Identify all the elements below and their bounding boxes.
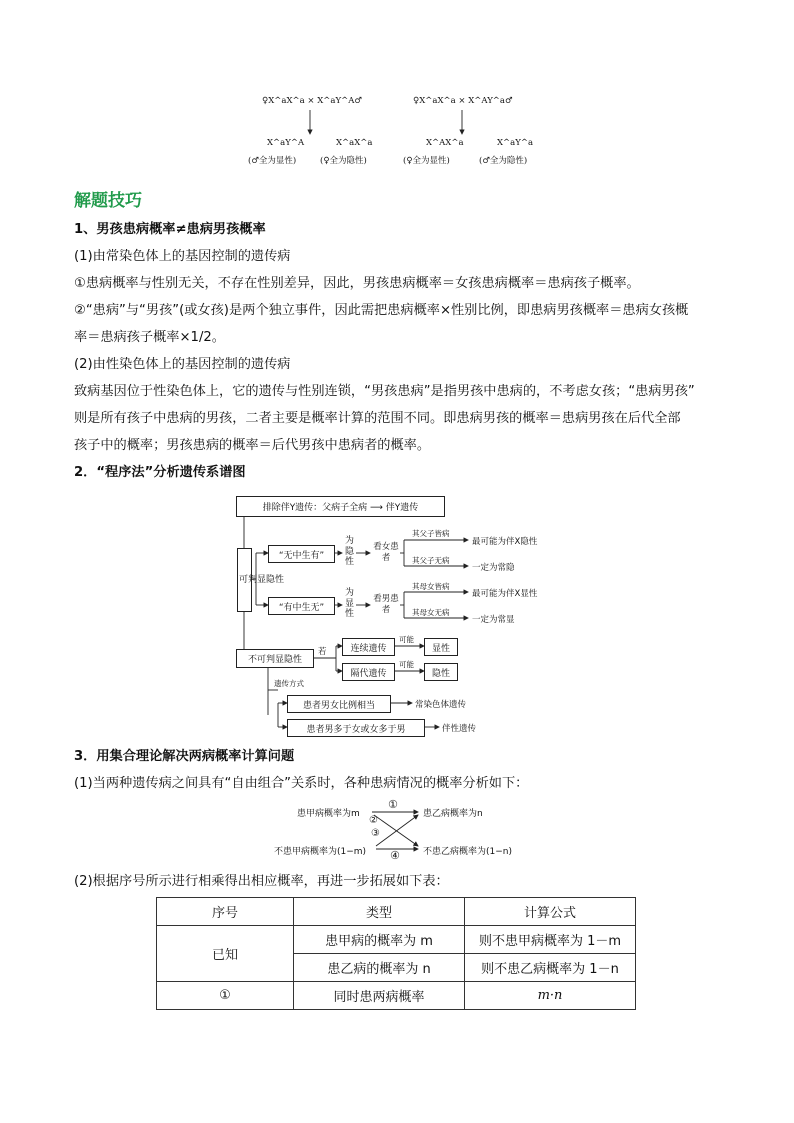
known-cell: 已知: [157, 926, 294, 982]
b-well-label: 不患乙病概率为(1−n): [423, 847, 512, 857]
equal-ratio-box: 患者男女比例相当: [287, 695, 391, 713]
right-offspring-1: X^AX^a: [426, 138, 464, 148]
s3-p2: (2)根据序号所示进行相乘得出相应概率，再进一步拓展如下表：: [74, 874, 449, 889]
left-caption-1: (♂全为显性): [248, 156, 297, 166]
recessive-box: 隐性: [424, 663, 458, 681]
header-type: 类型: [294, 898, 465, 926]
formula-cell: 则不患甲病概率为 1－m: [465, 926, 636, 954]
female-case-1: 其父子皆病: [412, 529, 450, 538]
formula-cell: 则不患乙病概率为 1－n: [465, 954, 636, 982]
unequal-ratio-box: 患者男多于女或女多于男: [287, 719, 425, 737]
autosomal-result: 常染色体遗传: [415, 700, 467, 710]
look-male: 看男患者: [373, 594, 399, 615]
maybe-2: 可能: [399, 660, 414, 669]
header-no: 序号: [157, 898, 294, 926]
female-case-2: 其父子无病: [412, 556, 450, 565]
yzsw-box: “有中生无”: [268, 597, 335, 615]
b-ill-label: 患乙病概率为n: [423, 809, 483, 819]
wzsy-box: “无中生有”: [268, 545, 335, 563]
right-offspring-2: X^aY^a: [497, 138, 534, 148]
formula-cell: m·n: [465, 982, 636, 1010]
type-cell: 同时患两病概率: [294, 982, 465, 1010]
s1-p5b: 则是所有孩子中患病的男孩，二者主要是概率计算的范围不同。即患病男孩的概率＝患病男孩在后代全部: [74, 411, 681, 426]
a-well-label: 不患甲病概率为(1−m): [274, 847, 367, 857]
table-row: [157, 982, 636, 1010]
table-header-row: [157, 898, 636, 926]
left-offspring-2: X^aX^a: [336, 138, 373, 148]
right-caption-2: (♂全为隐性): [479, 156, 528, 166]
type-cell: 患甲病的概率为 m: [294, 926, 465, 954]
header-formula: 计算公式: [465, 898, 636, 926]
continuous-box: 连续遗传: [342, 638, 395, 656]
right-caption-1: (♀全为显性): [403, 156, 450, 166]
female-result-1: 最可能为伴X隐性: [472, 537, 538, 547]
dominant-label: 为显性: [344, 588, 354, 619]
type-cell: 患乙病的概率为 n: [294, 954, 465, 982]
left-parents: ♀X^aX^a × X^aY^A♂: [262, 96, 362, 106]
right-parents: ♀X^aX^a × X^AY^a♂: [413, 96, 513, 106]
table-row: [157, 926, 636, 954]
num-1: ①: [388, 798, 398, 811]
male-result-1: 最可能为伴X显性: [472, 589, 538, 599]
left-offspring-1: X^aY^A: [267, 138, 305, 148]
s1-p3a: ②“患病”与“男孩”(或女孩)是两个独立事件，因此需把患病概率×性别比例，即患病男孩概率＝患病女孩概: [74, 303, 689, 318]
s3-p1: (1)当两种遗传病之间具有“自由组合”关系时，各种患病情况的概率分析如下：: [74, 776, 529, 791]
mode-label: 遗传方式: [274, 679, 304, 688]
s1-p1: (1)由常染色体上的基因控制的遗传病: [74, 249, 291, 264]
num-3: ③: [371, 828, 380, 839]
male-case-1: 其母女皆病: [412, 582, 450, 591]
dominant-box: 显性: [424, 638, 458, 656]
no-cell: ①: [157, 982, 294, 1010]
can-judge-label: 可判显隐性: [239, 574, 285, 585]
s3-heading: 3．用集合理论解决两病概率计算问题: [74, 749, 295, 764]
recessive-label: 为隐性: [344, 536, 354, 567]
look-female: 看女患者: [373, 542, 399, 563]
sexlinked-result: 伴性遗传: [442, 724, 477, 734]
s2-heading: 2．“程序法”分析遗传系谱图: [74, 465, 246, 480]
female-result-2: 一定为常隐: [472, 563, 515, 573]
num-2: ②: [369, 815, 378, 826]
exclude-y-box: 排除伴Y遗传：父病子全病 ⟶ 伴Y遗传: [236, 496, 445, 517]
gap-box: 隔代遗传: [342, 663, 395, 681]
a-ill-label: 患甲病概率为m: [297, 809, 360, 819]
s1-p2: ①患病概率与性别无关，不存在性别差异，因此，男孩患病概率＝女孩患病概率＝患病孩子概率。: [74, 276, 640, 291]
probability-table: [156, 897, 636, 1010]
maybe-1: 可能: [399, 635, 414, 644]
left-caption-2: (♀全为隐性): [320, 156, 367, 166]
s1-p3b: 率＝患病孩子概率×1/2。: [74, 330, 225, 345]
num-4: ④: [390, 849, 400, 862]
ruo-label: 若: [318, 647, 327, 657]
s1-p5a: 致病基因位于性染色体上，它的遗传与性别连锁，“男孩患病”是指男孩中患病的，不考虑女孩；“患病男孩”: [74, 384, 695, 399]
s1-p4: (2)由性染色体上的基因控制的遗传病: [74, 357, 291, 372]
s1-heading: 1、男孩患病概率≠患病男孩概率: [74, 222, 266, 237]
male-result-2: 一定为常显: [472, 615, 515, 625]
male-case-2: 其母女无病: [412, 608, 450, 617]
section-title: 解题技巧: [74, 191, 142, 211]
s1-p5c: 孩子中的概率；男孩患病的概率＝后代男孩中患病者的概率。: [74, 438, 431, 453]
cannot-judge-box: 不可判显隐性: [236, 649, 314, 668]
